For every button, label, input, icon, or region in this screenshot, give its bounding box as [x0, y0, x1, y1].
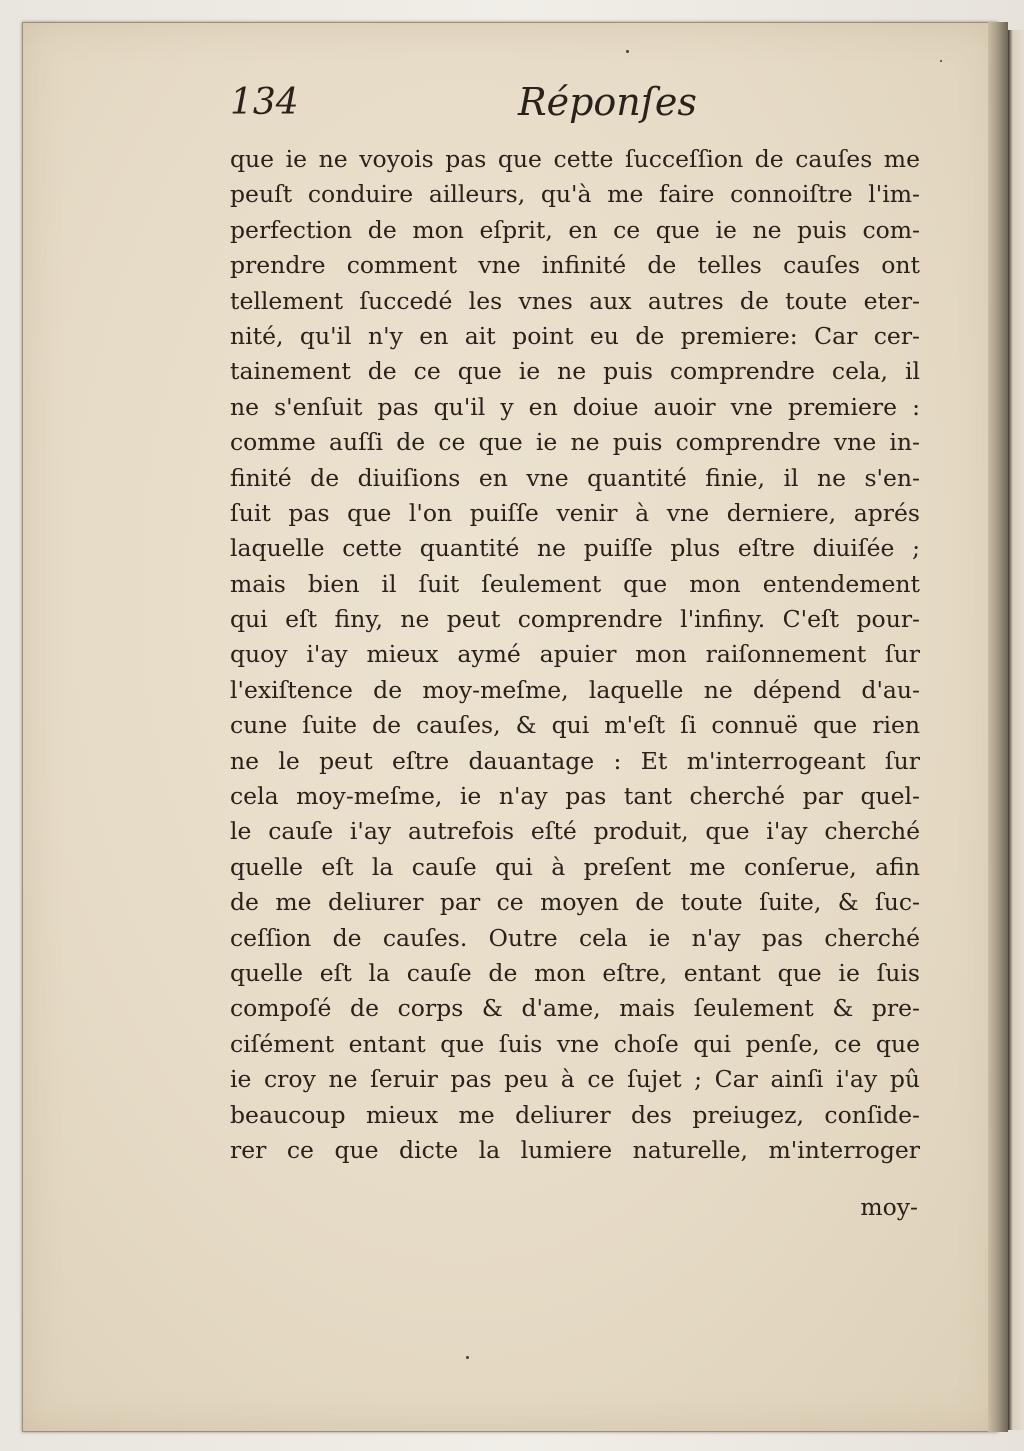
text-line: l'exiſtence de moy-meſme, laquelle ne dépend d'au- — [230, 675, 920, 704]
text-line: cela moy-meſme, ie n'ay pas tant cherché par quel- — [230, 782, 920, 811]
text-line: quelle eſt la cauſe de mon eſtre, entant que ie ſuis — [230, 958, 920, 987]
text-line: ne le peut eſtre dauantage : Et m'interrogeant ſur — [230, 746, 920, 775]
text-line: finité de diuiſions en vne quantité finie, il ne s'en- — [230, 463, 920, 492]
paper-speck — [466, 1356, 469, 1359]
text-line: tellement ſuccedé les vnes aux autres de toute eter- — [230, 286, 920, 315]
text-line: de me deliurer par ce moyen de toute ſuite, & ſuc- — [230, 888, 920, 917]
text-line: quoy i'ay mieux aymé apuier mon raiſonnement ſur — [230, 640, 920, 669]
text-line: rer ce que dicte la lumiere naturelle, m'interroger — [230, 1135, 920, 1164]
text-line: nité, qu'il n'y en ait point eu de premiere: Car cer- — [230, 321, 920, 350]
body-text — [230, 142, 920, 1168]
catchword: moy- — [860, 1193, 918, 1221]
page-gutter — [988, 22, 1008, 1432]
text-line: ie croy ne ſeruir pas peu à ce ſujet ; Car ainſi i'ay pû — [230, 1065, 920, 1094]
text-line: ciſément entant que ſuis vne choſe qui penſe, ce que — [230, 1029, 920, 1058]
text-line: quelle eſt la cauſe qui à preſent me conſerue, afin — [230, 852, 920, 881]
text-line: que ie ne voyois pas que cette ſucceſſion de cauſes me — [230, 145, 920, 173]
paper-speck — [940, 60, 942, 62]
text-line: cune ſuite de cauſes, & qui m'eſt ſi connuë que rien — [230, 711, 920, 740]
text-line: comme auſſi de ce que ie ne puis comprendre vne in- — [230, 428, 920, 457]
running-head: Réponſes — [518, 80, 697, 124]
text-line: perfection de mon eſprit, en ce que ie ne puis com- — [230, 215, 920, 244]
adjacent-page-edge — [1008, 30, 1024, 1430]
text-line: ſuit pas que l'on puiſſe venir à vne derniere, aprés — [230, 498, 920, 527]
text-line: ceſſion de cauſes. Outre cela ie n'ay pas cherché — [230, 923, 920, 952]
text-line: compoſé de corps & d'ame, mais ſeulement & pre- — [230, 994, 920, 1023]
page-number: 134 — [230, 82, 299, 123]
paper-speck — [626, 50, 629, 53]
text-line: mais bien il ſuit ſeulement que mon entendement — [230, 569, 920, 598]
text-line: ne s'enſuit pas qu'il y en doiue auoir vne premiere : — [230, 392, 920, 421]
text-line: qui eſt finy, ne peut comprendre l'infiny. C'eſt pour- — [230, 605, 920, 634]
text-line: le cauſe i'ay autrefois eſté produit, que i'ay cherché — [230, 817, 920, 846]
text-line: laquelle cette quantité ne puiſſe plus eſtre diuiſée ; — [230, 534, 920, 563]
text-line: tainement de ce que ie ne puis comprendre cela, il — [230, 357, 920, 386]
text-line: beaucoup mieux me deliurer des preiugez, conſide- — [230, 1100, 920, 1129]
text-line: prendre comment vne infinité de telles cauſes ont — [230, 251, 920, 280]
text-line: peuſt conduire ailleurs, qu'à me faire connoiſtre l'im- — [230, 180, 920, 209]
